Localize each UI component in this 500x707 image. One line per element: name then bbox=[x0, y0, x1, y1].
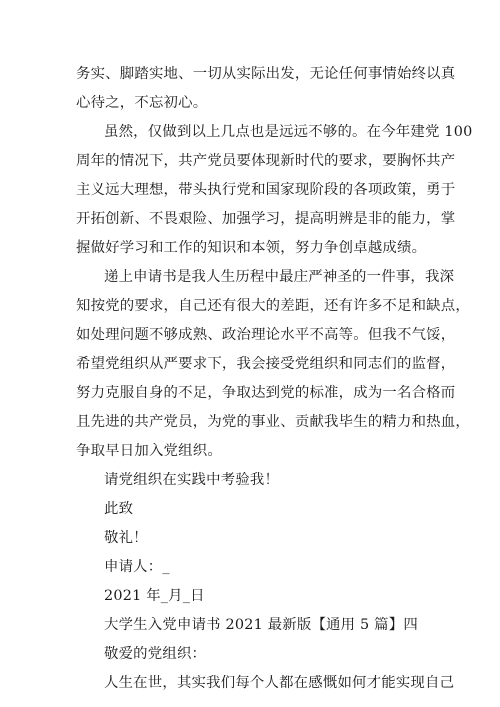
paragraph-line: 握做好学习和工作的知识和本领，努力争创卓越成绩。 bbox=[76, 240, 427, 256]
paragraph-line: 心待之，不忘初心。 bbox=[76, 95, 208, 111]
paragraph-line: 争取早日加入党组织。 bbox=[76, 443, 222, 459]
paragraph-line: 开拓创新、不畏艰险、加强学习，提高明辨是非的能力，掌 bbox=[76, 211, 456, 227]
paragraph-line: 主义远大理想，带头执行党和国家现阶段的各项政策，勇于 bbox=[76, 182, 456, 198]
paragraph-line: 务实、脚踏实地、一切从实际出发，无论任何事情始终以真 bbox=[76, 66, 456, 82]
paragraph-line: 周年的情况下，共产党员要体现新时代的要求，要胸怀共产 bbox=[76, 153, 456, 169]
paragraph-line: 如处理问题不够成熟、政治理论水平不高等。但我不气馁， bbox=[76, 327, 456, 343]
paragraph-line: 虽然，仅做到以上几点也是远远不够的。在今年建党 100 bbox=[104, 124, 473, 140]
closing-request: 请党组织在实践中考验我！ bbox=[104, 472, 280, 488]
applicant-signature: 申请人：_ bbox=[104, 559, 170, 575]
paragraph-line: 努力克服自身的不足，争取达到党的标准，成为一名合格而 bbox=[76, 385, 456, 401]
paragraph-line: 知按党的要求，自己还有很大的差距，还有许多不足和缺点， bbox=[76, 298, 470, 314]
salutation-cizhi: 此致 bbox=[104, 501, 134, 517]
paragraph-line: 递上申请书是我人生历程中最庄严神圣的一件事，我深 bbox=[104, 269, 455, 285]
section-title: 大学生入党申请书 2021 最新版【通用 5 篇】四 bbox=[104, 617, 418, 633]
paragraph-line: 希望党组织从严要求下，我会接受党组织和同志们的监督， bbox=[76, 356, 456, 372]
paragraph-line: 人生在世，其实我们每个人都在感慨如何才能实现自己 bbox=[104, 675, 455, 691]
greeting: 敬爱的党组织： bbox=[104, 646, 207, 662]
paragraph-line: 且先进的共产党员，为党的事业、贡献我毕生的精力和热血， bbox=[76, 414, 470, 430]
date-line: 2021 年_月_日 bbox=[104, 588, 205, 604]
salutation-jingli: 敬礼！ bbox=[104, 530, 148, 546]
